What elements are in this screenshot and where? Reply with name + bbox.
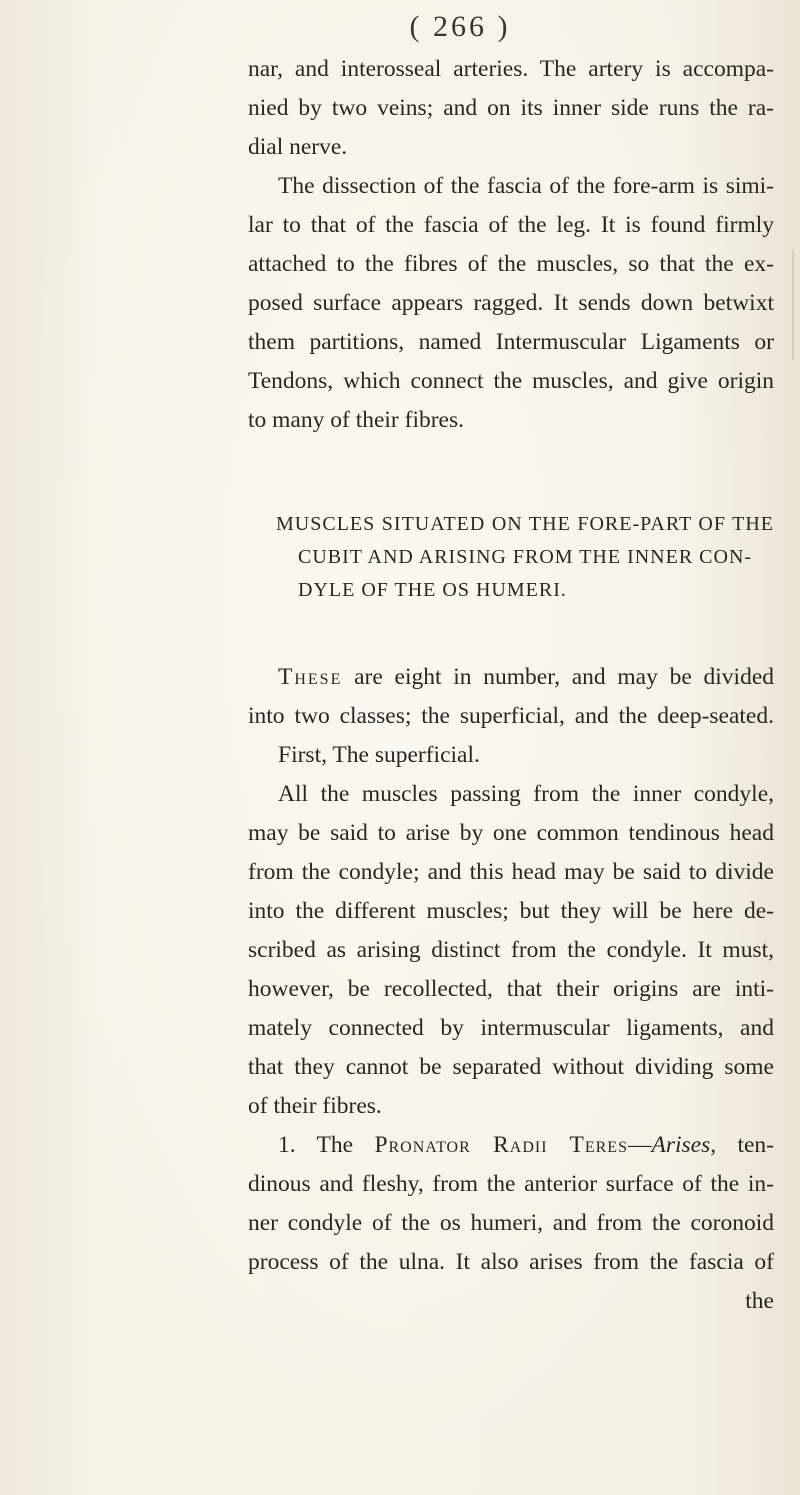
paragraph-continuation xyxy=(248,50,774,167)
text-line: Tendons, which connect the muscles, and give origin xyxy=(248,368,774,394)
paragraph-pronator xyxy=(248,1126,774,1321)
text-line: lar to that of the fascia of the leg. It is found firmly xyxy=(248,212,774,238)
section-heading xyxy=(248,508,774,607)
text-line: scribed as arising distinct from the condyle. It must, xyxy=(248,937,774,963)
text-line: dial nerve. xyxy=(248,134,348,160)
em-dash: — xyxy=(627,1132,652,1158)
item-number: 1. The xyxy=(278,1132,375,1158)
text-line: into two classes; the superficial, and the deep-seated. xyxy=(248,703,774,729)
lead-word: These xyxy=(278,664,343,690)
text-line xyxy=(248,658,774,697)
text-line: posed surface appears ragged. It sends down betwixt xyxy=(248,290,774,316)
text-line: process of the ulna. It also arises from the fascia of xyxy=(248,1249,774,1275)
text-line: ner condyle of the os humeri, and from the coronoid xyxy=(248,1210,774,1236)
text-line: however, be recollected, that their origins are inti- xyxy=(248,976,774,1002)
text-line xyxy=(248,1126,774,1165)
text-line: nied by two veins; and on its inner side runs the ra- xyxy=(248,95,774,121)
text-line: The dissection of the fascia of the fore-arm is simi- xyxy=(278,173,774,199)
muscle-name: Pronator Radii Teres xyxy=(374,1132,628,1158)
paragraph-fascia xyxy=(248,167,774,440)
lead-line-rest: are eight in number, and may be divided xyxy=(342,664,774,690)
catchword: the xyxy=(745,1288,774,1314)
text-line: First, The superficial. xyxy=(278,742,480,768)
text-line: from the condyle; and this head may be said to divide xyxy=(248,859,774,885)
heading-line: DYLE OF THE OS HUMERI. xyxy=(298,579,567,601)
page-edge-shadow xyxy=(792,250,794,360)
text-line: may be said to arise by one common tendinous head xyxy=(248,820,774,846)
text-line: All the muscles passing from the inner condyle, xyxy=(278,781,774,807)
text-line: attached to the fibres of the muscles, so that the ex- xyxy=(248,251,774,277)
text-line: to many of their fibres. xyxy=(248,407,465,433)
paragraph-muscles xyxy=(248,775,774,1126)
heading-line: MUSCLES SITUATED ON THE FORE-PART OF THE xyxy=(276,513,774,535)
text-line: into the different muscles; but they will be here de- xyxy=(248,898,774,924)
paragraph-these xyxy=(248,658,774,775)
arises-italic: Arises, xyxy=(651,1132,717,1158)
text-line: them partitions, named Intermuscular Ligaments or xyxy=(248,329,774,355)
heading-line: CUBIT AND ARISING FROM THE INNER CON- xyxy=(298,546,753,568)
text-line: nar, and interosseal arteries. The artery is accompa- xyxy=(248,56,774,82)
text-line: that they cannot be separated without dividing some xyxy=(248,1054,774,1080)
text-line: of their fibres. xyxy=(248,1093,382,1119)
lead-line-rest: ten- xyxy=(716,1132,774,1158)
page-number: ( 266 ) xyxy=(409,10,511,43)
text-line: dinous and fleshy, from the anterior surface of the in- xyxy=(248,1171,774,1197)
text-line: mately connected by intermuscular ligaments, and xyxy=(248,1015,774,1041)
